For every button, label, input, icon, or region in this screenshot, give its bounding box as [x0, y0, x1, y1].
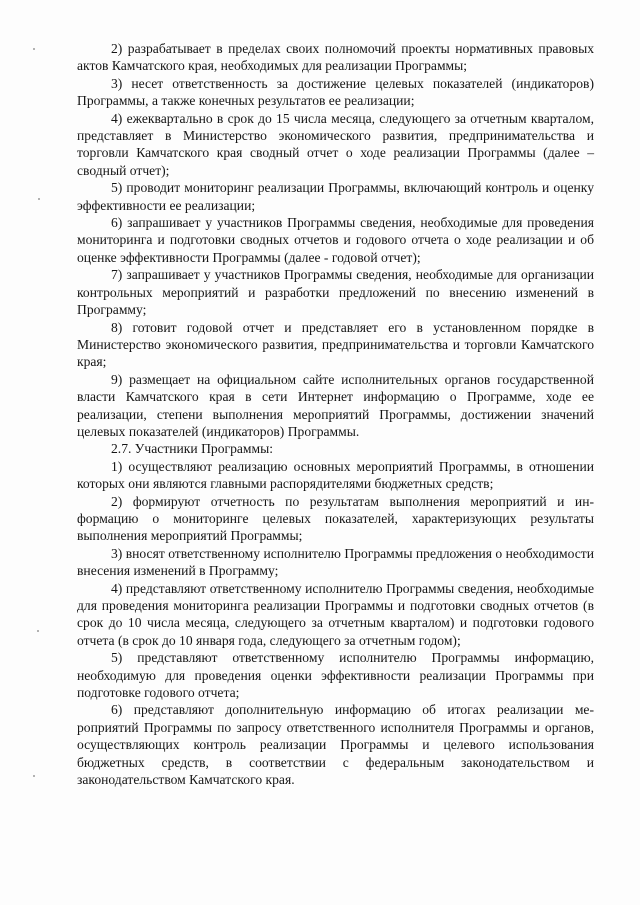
scan-speck	[33, 48, 35, 50]
paragraph-item-4: 4) ежеквартально в срок до 15 числа месяца, следующего за отчетным кварталом, представляет в Министерство экономического развития, предпринимательства и торговли Камчатского края сводный отчет о ходе реализации Программы (далее – сводный отчет);	[77, 110, 594, 178]
paragraph-item-8: 8) готовит годовой отчет и представляет его в установленном порядке в Министерство экономического развития, предпринимательства и торговли Камчатского края;	[77, 319, 594, 370]
section-heading: 2.7. Участники Программы:	[111, 441, 274, 457]
participant-item-5: 5) представляют ответственному исполнителю Программы информацию, необходимую для проведения оценки эффективности реализации Программы при подготовке годового отчета;	[77, 650, 594, 701]
paragraph-item-3: 3) несет ответственность за достижение целевых показателей (индикаторов) Программы, а также конечных результатов ее реализации;	[77, 75, 594, 109]
paragraph-item-5: 5) проводит мониторинг реализации Программы, включающий контроль и оценку эффективности ее реализации;	[77, 180, 594, 213]
scan-speck	[38, 198, 40, 200]
paragraph-item-2: 2) разрабатывает в пределах своих полномочий проекты нормативных правовых актов Камчатского края, необходимых для реализации Программы;	[77, 41, 594, 74]
participant-item-6: 6) представляют дополнительную информацию об итогах реализации мероприятий Программы по запросу ответственного исполнителя Программы и органов, осуществляющих контроль реализации Программы и целевого использования бюджетных средств, в соответствии с федеральным законодательством и законодательством Камчатского края.	[77, 702, 594, 788]
scan-speck	[33, 775, 35, 777]
paragraph-item-9: 9) размещает на официальном сайте исполнительных органов государственной власти Камчатского края в сети Интернет информацию о Программе, ходе ее реализации, степени выполнения мероприятий Программы, достижении значений целевых показателей (индикаторов) Программы.	[77, 371, 594, 439]
document-body	[77, 40, 594, 788]
participant-item-2: 2) формируют отчетность по результатам выполнения мероприятий и информацию о мониторинге целевых показателей, характеризующих результаты выполнения мероприятий Программы;	[77, 493, 594, 544]
participant-item-1: 1) осуществляют реализацию основных мероприятий Программы, в отношении которых они являются главными распорядителями бюджетных средств;	[77, 458, 594, 492]
participant-item-4: 4) представляют ответственному исполнителю Программы сведения, необходимые для проведения мониторинга реализации Программы и подготовки сводных отчетов (в срок до 10 числа месяца, следующего за отчетным кварталом) и подготовки годового отчета (в срок до 10 января года, следующего за отчетным годом);	[77, 580, 594, 648]
paragraph-item-7: 7) запрашивает у участников Программы сведения, необходимые для организации контрольных мероприятий и разработки предложений по внесению изменений в Программу;	[77, 267, 594, 318]
paragraph-item-6: 6) запрашивает у участников Программы сведения, необходимые для проведения мониторинга и подготовки сводных отчетов и годового отчета о ходе реализации и об оценке эффективности Программы (далее - годовой отчет);	[77, 215, 594, 265]
scan-speck	[37, 630, 39, 632]
participant-item-3: 3) вносят ответственному исполнителю Программы предложения о необходимости внесения изменений в Программу;	[77, 545, 594, 579]
